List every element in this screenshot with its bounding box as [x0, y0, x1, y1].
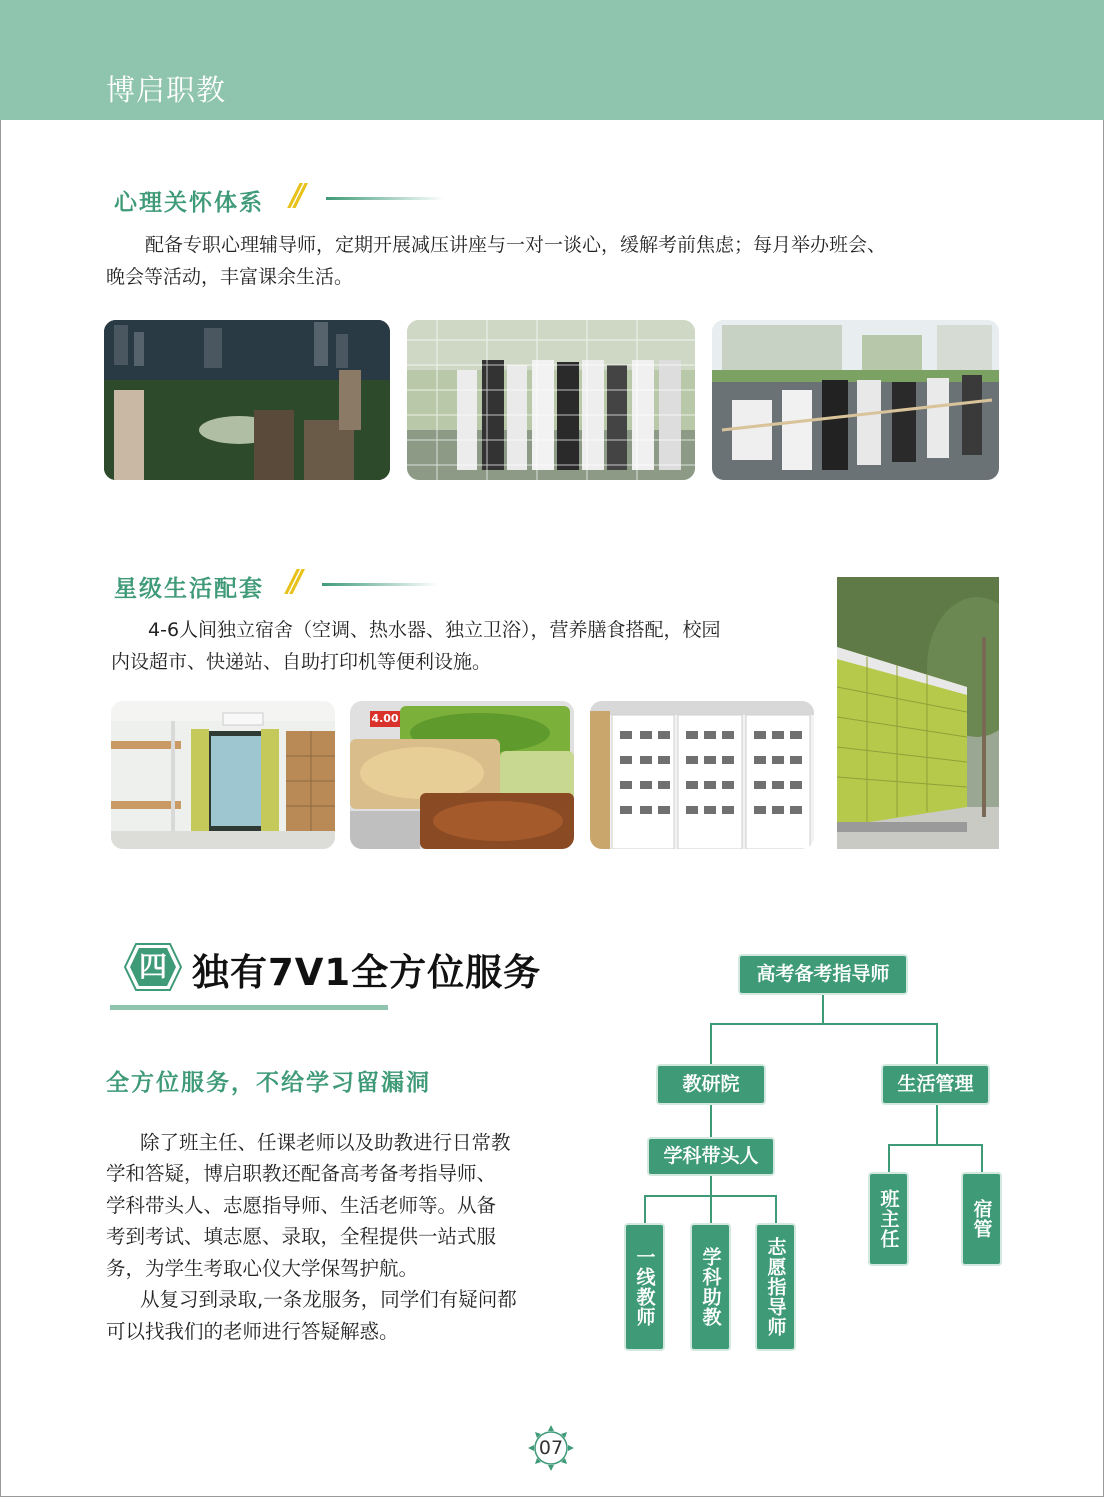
section-subtitle: 全方位服务，不给学习留漏洞 — [106, 1070, 431, 1096]
photo-students-net-game — [407, 320, 695, 480]
org-node-subject-assistant: 学科助教 — [692, 1225, 729, 1349]
section-title-star-living: 星级生活配套 — [114, 576, 264, 602]
slash-decoration-icon: // — [290, 178, 300, 213]
org-connector — [936, 1023, 938, 1066]
service-paragraph1-line3: 学科带头人、志愿指导师、生活老师等。从备 — [106, 1194, 497, 1217]
org-connector — [775, 1195, 777, 1225]
service-paragraph1-line4: 考到考试、填志愿、录取，全程提供一站式服 — [106, 1225, 497, 1248]
photo-dormitory — [111, 701, 335, 849]
section2-paragraph-line2: 内设超市、快递站、自助打印机等便利设施。 — [111, 651, 492, 673]
title-decoration-line — [322, 583, 438, 586]
org-connector — [710, 1023, 938, 1025]
photo-tug-of-war — [712, 320, 999, 480]
section-title-7v1-service: 独有7V1全方位服务 — [192, 951, 542, 994]
org-connector — [710, 1023, 712, 1066]
org-connector — [644, 1195, 646, 1225]
service-paragraph2-line2: 可以找我们的老师进行答疑解惑。 — [106, 1320, 399, 1343]
org-connector — [710, 1103, 712, 1140]
org-node-head-teacher: 班主任 — [870, 1174, 907, 1264]
org-connector — [888, 1144, 890, 1174]
title-decoration-line — [326, 197, 444, 200]
service-paragraph1-line1: 除了班主任、任课老师以及助教进行日常教 — [140, 1131, 511, 1154]
section-title-psych-care: 心理关怀体系 — [114, 190, 264, 216]
org-connector — [981, 1144, 983, 1174]
org-node-dorm-manager: 宿管 — [963, 1174, 1000, 1264]
org-connector — [822, 993, 824, 1024]
section1-paragraph-line1: 配备专职心理辅导师，定期开展减压讲座与一对一谈心，缓解考前焦虑；每月举办班会、 — [145, 234, 887, 256]
org-node-research-institute: 教研院 — [658, 1066, 764, 1103]
photo-vending-lockers — [590, 701, 814, 849]
price-tag: 4.00 — [371, 712, 399, 725]
photo-night-gathering — [104, 320, 390, 480]
slash-decoration-icon: // — [287, 564, 297, 599]
org-node-volunteer-guide: 志愿指导师 — [757, 1225, 794, 1349]
page-number: 07 — [538, 1437, 564, 1459]
org-connector — [710, 1174, 712, 1196]
org-node-life-management: 生活管理 — [883, 1066, 988, 1103]
photo-cafeteria-food — [350, 701, 574, 849]
photo-campus-lockers — [837, 577, 999, 849]
page-header — [0, 0, 1104, 120]
service-paragraph1-line5: 务，为学生考取心仪大学保驾护航。 — [106, 1257, 419, 1280]
org-connector — [936, 1103, 938, 1145]
title-underline — [110, 1005, 388, 1010]
org-connector — [710, 1195, 712, 1225]
section2-paragraph-line1: 4-6人间独立宿舍（空调、热水器、独立卫浴），营养膳食搭配，校园 — [148, 619, 721, 641]
org-node-frontline-teacher: 一线教师 — [626, 1225, 663, 1349]
service-paragraph2-line1: 从复习到录取,一条龙服务，同学们有疑问都 — [140, 1288, 517, 1311]
org-connector — [888, 1144, 983, 1146]
org-node-subject-lead: 学科带头人 — [649, 1139, 773, 1174]
org-node-exam-guide: 高考备考指导师 — [740, 956, 906, 993]
brand-name: 博启职教 — [106, 73, 227, 107]
service-paragraph1-line2: 学和答疑，博启职教还配备高考备考指导师、 — [106, 1162, 497, 1185]
section-number-badge: 四 — [138, 950, 167, 983]
section1-paragraph-line2: 晚会等活动，丰富课余生活。 — [106, 266, 354, 288]
